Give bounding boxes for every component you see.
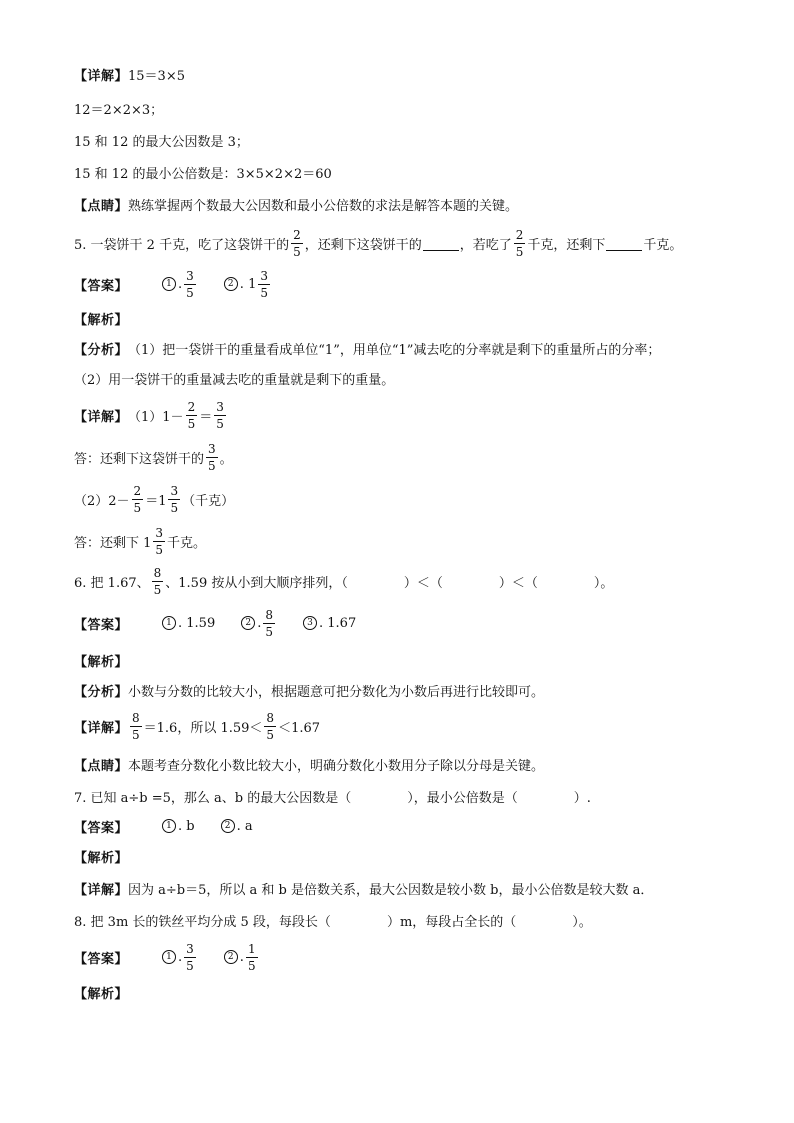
detail-tag: 【详解】 xyxy=(74,720,129,736)
q6-comment xyxy=(74,752,544,776)
q6-stem-a: 6. 把 1.67、 xyxy=(74,575,150,591)
q5-ans1-fraction xyxy=(206,443,218,472)
q6-analysis-tag-line xyxy=(74,648,128,672)
numerator: 3 xyxy=(186,268,194,283)
comment-tag: 【点睛】 xyxy=(74,198,129,214)
q5-stem-a: 5. 一袋饼干 2 千克，吃了这袋饼干的 xyxy=(74,237,290,253)
denominator: 5 xyxy=(293,244,301,259)
numerator: 3 xyxy=(260,268,268,283)
q5-analyze-text-2: （2）用一袋饼干的重量减去吃的重量就是剩下的重量。 xyxy=(74,372,395,388)
q7-stem-b: ），最小公倍数是（ xyxy=(407,790,518,806)
denominator: 5 xyxy=(260,285,268,300)
q5-d1-a: （1）1－ xyxy=(128,409,184,425)
q6-opt1-value: 1.59 xyxy=(186,615,216,631)
numerator: 3 xyxy=(170,483,179,498)
equals: ＝1 xyxy=(145,493,167,509)
q8-stem-c: ）。 xyxy=(572,914,592,930)
q5-d1-fraction xyxy=(186,401,198,430)
denominator: 5 xyxy=(155,542,164,557)
denominator: 5 xyxy=(208,458,216,473)
q7-stem xyxy=(74,784,591,808)
q6-opt2-fraction xyxy=(263,609,275,638)
q6-detail xyxy=(74,708,320,744)
detail-tag: 【详解】 xyxy=(74,68,129,84)
numerator: 8 xyxy=(265,607,274,622)
q5-fraction-2 xyxy=(514,229,526,258)
q6-detail-a: ＝1.6，所以 1.59＜ xyxy=(143,720,263,736)
q5-d2-result xyxy=(168,485,180,514)
q5-d2-b: （千克） xyxy=(182,493,235,509)
numerator: 2 xyxy=(515,227,524,242)
numerator: 8 xyxy=(266,710,275,725)
denominator: 5 xyxy=(153,582,162,597)
q5-fraction-1 xyxy=(291,229,303,258)
q5-ans2-b: 千克。 xyxy=(167,535,207,551)
q5-ans2-fraction xyxy=(153,527,165,556)
q7-option-2: 2 . a xyxy=(221,819,253,834)
q7-stem-a: 7. 已知 a÷b =5，那么 a、b 的最大公因数是（ xyxy=(74,790,352,806)
q7-stem-c: ）. xyxy=(573,790,591,806)
numerator: 8 xyxy=(153,565,162,580)
q5-stem-b: ，还剩下这袋饼干的 xyxy=(304,237,422,253)
q8-stem-b: ）m，每段占全长的（ xyxy=(386,914,517,930)
numerator: 3 xyxy=(208,441,216,456)
q6-lt-2: ）＜（ xyxy=(498,575,538,591)
q6-analyze-text: 小数与分数的比较大小，根据题意可把分数化为小数后再进行比较即可。 xyxy=(128,684,545,700)
q6-detail-fraction-1 xyxy=(130,712,142,741)
q7-option-1: 1 . b xyxy=(162,819,195,834)
analyze-tag: 【分析】 xyxy=(74,342,129,358)
q4-text-3: 15 和 12 的最大公因数是 3； xyxy=(74,134,249,150)
circled-number: 2 xyxy=(241,616,255,630)
denominator: 5 xyxy=(265,624,274,639)
q5-answer-line xyxy=(74,268,272,300)
q5-stem-e: 千克。 xyxy=(643,237,683,253)
q5-blank-2 xyxy=(606,236,642,251)
q8-answer-line xyxy=(74,940,260,974)
q7-answer-line xyxy=(74,814,253,838)
circled-number: 2 xyxy=(221,819,235,833)
denominator: 5 xyxy=(133,500,142,515)
answer-tag: 【答案】 xyxy=(74,820,129,836)
q6-opt3-value: 1.67 xyxy=(327,615,357,631)
q5-option-2: 2 . 1 $\frac{3}{5}$ xyxy=(224,270,272,299)
denominator: 5 xyxy=(515,244,524,259)
q5-analyze-1 xyxy=(74,336,660,360)
circled-number: 1 xyxy=(162,819,176,833)
q6-comment-text: 本题考查分数化小数比较大小，明确分数化小数用分子除以分母是关键。 xyxy=(128,758,545,774)
comment-tag: 【点睛】 xyxy=(74,758,129,774)
detail-tag: 【详解】 xyxy=(74,882,129,898)
denominator: 5 xyxy=(266,727,275,742)
q4-comment-line xyxy=(74,192,518,216)
q5-ans2-a: 答：还剩下 1 xyxy=(74,535,152,551)
q6-lt-1: ）＜（ xyxy=(403,575,443,591)
q4-comment-text: 熟练掌握两个数最大公因数和最小公倍数的求法是解答本题的关键。 xyxy=(128,198,519,214)
q4-detail-line xyxy=(74,62,185,86)
q5-analyze-text-1: （1）把一袋饼干的重量看成单位“1”，用单位“1”减去吃的分率就是剩下的重量所占的分率； xyxy=(128,342,661,358)
q5-answer-text-1 xyxy=(74,440,233,474)
numerator: 3 xyxy=(155,525,164,540)
q5-blank-1 xyxy=(423,236,459,251)
circled-number: 1 xyxy=(162,950,176,964)
q6-fraction xyxy=(152,567,164,596)
q8-opt1-fraction xyxy=(184,943,196,972)
q6-end: ）。 xyxy=(593,575,614,591)
q4-line-3 xyxy=(74,128,249,152)
denominator: 5 xyxy=(247,958,256,973)
numerator: 2 xyxy=(187,399,196,414)
denominator: 5 xyxy=(132,727,140,742)
numerator: 1 xyxy=(247,941,256,956)
numerator: 2 xyxy=(293,227,301,242)
q5-opt1-fraction xyxy=(184,270,196,299)
q5-option-1: 1 . $\frac{3}{5}$ xyxy=(162,270,198,299)
q8-option-2: 2 . $\frac{1}{5}$ xyxy=(224,943,260,972)
denominator: 5 xyxy=(186,958,194,973)
numerator: 3 xyxy=(216,399,224,414)
q4-line-4 xyxy=(74,160,332,184)
q5-ans1-b: 。 xyxy=(219,451,233,467)
q6-stem-b: 、1.59 按从小到大顺序排列，（ xyxy=(165,575,348,591)
q8-opt2-fraction xyxy=(246,943,258,972)
circled-number: 1 xyxy=(162,277,176,291)
analyze-tag: 【分析】 xyxy=(74,684,129,700)
analysis-tag: 【解析】 xyxy=(74,654,129,670)
q6-answer-line xyxy=(74,606,356,640)
q6-option-3: 3 . 1.67 xyxy=(303,616,356,631)
answer-tag: 【答案】 xyxy=(74,951,129,967)
q8-stem xyxy=(74,908,592,932)
q7-detail-text: 因为 a÷b＝5，所以 a 和 b 是倍数关系，最大公因数是较小数 b，最小公倍数是较大数 a． xyxy=(128,882,654,898)
q5-ans1-a: 答：还剩下这袋饼干的 xyxy=(74,451,205,467)
q5-answer-text-2 xyxy=(74,524,206,558)
analysis-tag: 【解析】 xyxy=(74,312,129,328)
denominator: 5 xyxy=(187,416,196,431)
numerator: 2 xyxy=(133,483,142,498)
q6-analyze xyxy=(74,678,544,702)
q5-stem-c: ，若吃了 xyxy=(459,237,512,253)
analysis-tag: 【解析】 xyxy=(74,986,129,1002)
q7-detail xyxy=(74,876,653,900)
numerator: 3 xyxy=(186,941,194,956)
q5-analysis-tag-line xyxy=(74,306,128,330)
q6-stem xyxy=(74,564,613,598)
equals: ＝ xyxy=(199,409,213,425)
q4-detail-text: 15＝3×5 xyxy=(128,68,185,84)
numerator: 8 xyxy=(132,710,140,725)
circled-number: 3 xyxy=(303,616,317,630)
q8-analysis-tag-line xyxy=(74,980,128,1004)
detail-tag: 【详解】 xyxy=(74,409,129,425)
q8-option-1: 1 . $\frac{3}{5}$ xyxy=(162,943,198,972)
circled-number: 2 xyxy=(224,277,238,291)
denominator: 5 xyxy=(216,416,224,431)
q6-detail-b: ＜1.67 xyxy=(278,720,321,736)
q4-line-2 xyxy=(74,96,163,120)
q7-analysis-tag-line xyxy=(74,844,128,868)
q5-d2-fraction xyxy=(132,485,144,514)
circled-number: 2 xyxy=(224,950,238,964)
q7-opt1-value: b xyxy=(186,818,195,834)
q5-d2-a: （2）2－ xyxy=(74,493,130,509)
analysis-tag: 【解析】 xyxy=(74,850,129,866)
q8-stem-a: 8. 把 3m 长的铁丝平均分成 5 段，每段长（ xyxy=(74,914,331,930)
answer-tag: 【答案】 xyxy=(74,278,129,294)
q5-opt2-fraction xyxy=(258,270,270,299)
circled-number: 1 xyxy=(162,616,176,630)
q6-option-2: 2 . $\frac{8}{5}$ xyxy=(241,609,277,638)
q5-d1-result xyxy=(214,401,226,430)
q6-option-1: 1 . 1.59 xyxy=(162,616,215,631)
denominator: 5 xyxy=(170,500,179,515)
q5-detail-2 xyxy=(74,482,234,516)
q6-detail-fraction-2 xyxy=(264,712,276,741)
q5-stem-d: 千克，还剩下 xyxy=(527,237,606,253)
q5-analyze-2 xyxy=(74,366,394,390)
q7-opt2-value: a xyxy=(244,818,253,834)
q4-text-2: 12＝2×2×3； xyxy=(74,102,164,118)
q5-detail-1 xyxy=(74,398,228,432)
whole-part: 1 xyxy=(248,276,257,292)
q5-stem xyxy=(74,228,682,258)
denominator: 5 xyxy=(186,285,194,300)
answer-tag: 【答案】 xyxy=(74,617,129,633)
q4-text-4: 15 和 12 的最小公倍数是：3×5×2×2＝60 xyxy=(74,166,332,182)
